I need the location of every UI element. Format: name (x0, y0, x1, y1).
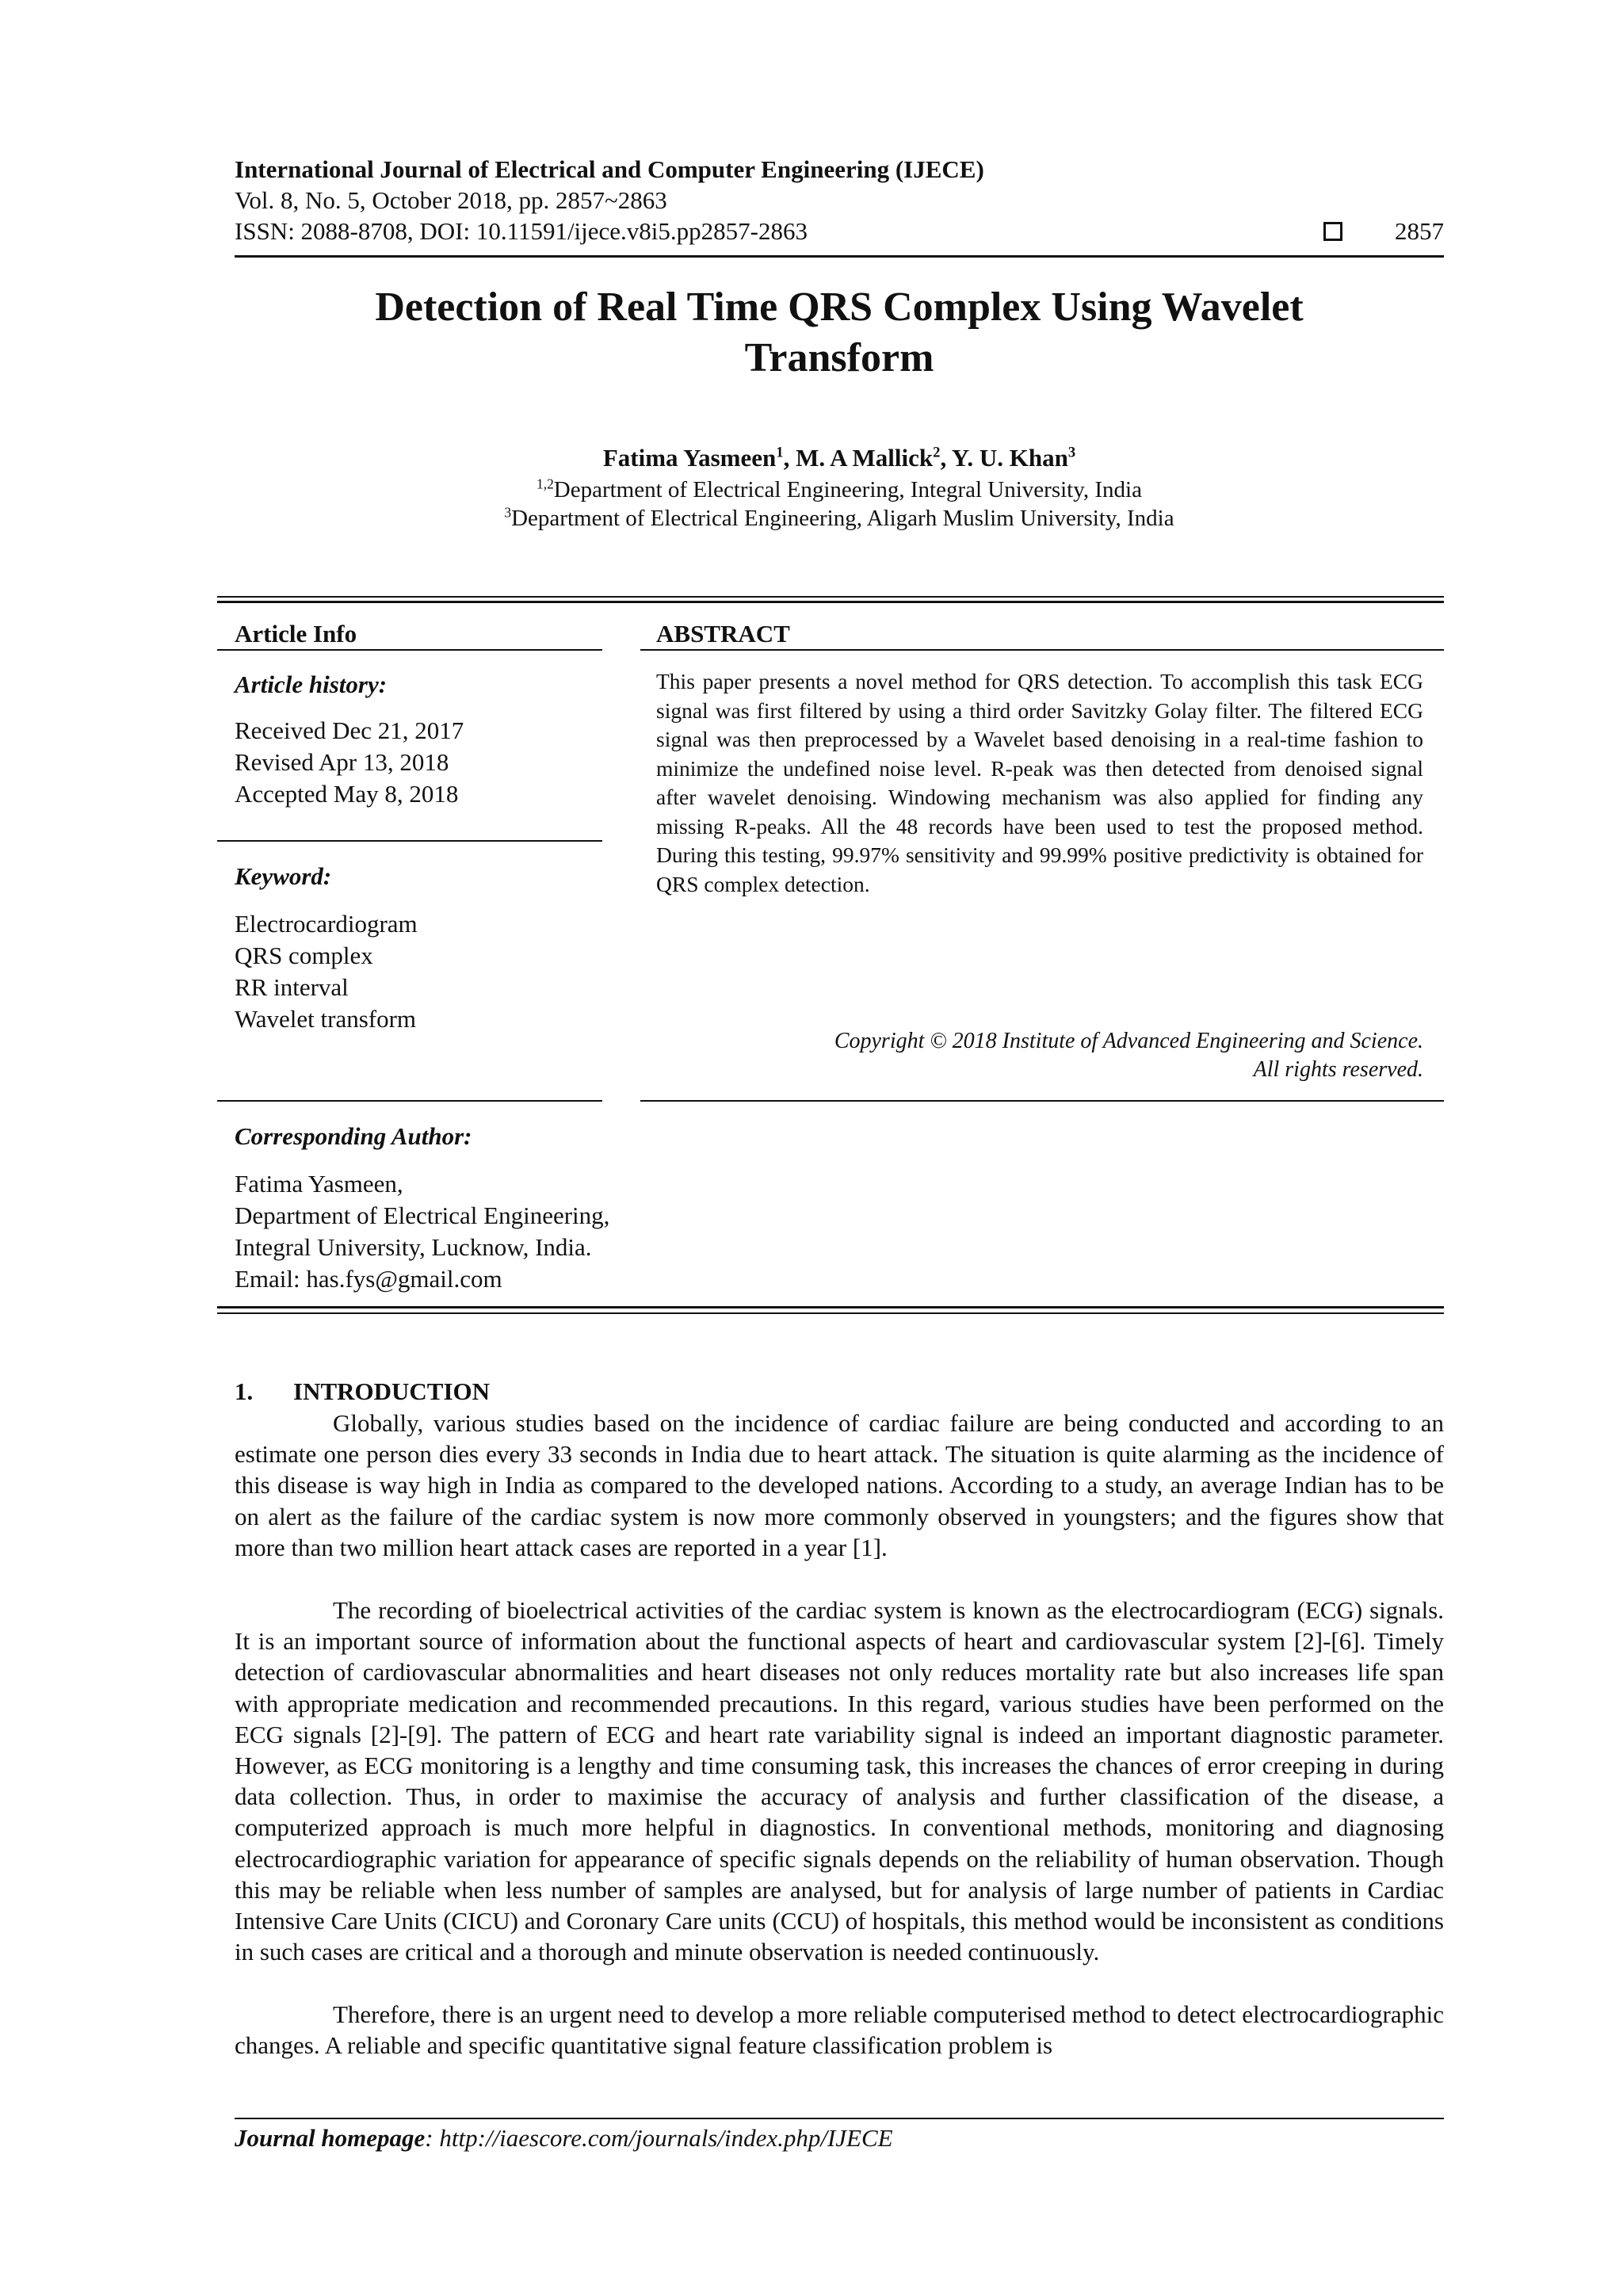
history-rule (217, 840, 602, 842)
info-block-bottom-rule (217, 1306, 1444, 1308)
author-sep: , (783, 444, 796, 472)
page-number: 2857 (1395, 217, 1444, 245)
affiliation-1 (235, 477, 1444, 503)
issn-doi: ISSN: 2088-8708, DOI: 10.11591/ijece.v8i5.pp2857-2863 (235, 217, 808, 245)
affiliation-1-marker: 1,2 (537, 476, 554, 492)
affiliation-1-text: Department of Electrical Engineering, Integral University, India (553, 477, 1142, 502)
journal-homepage (235, 2124, 893, 2153)
title-line-2: Transform (744, 335, 934, 380)
author-list (235, 444, 1444, 472)
author-2-affil: 2 (933, 444, 941, 461)
keyword-item: Wavelet transform (235, 1005, 417, 1033)
keyword-rule (217, 1100, 602, 1102)
article-info-heading: Article Info (235, 620, 357, 648)
author-3-affil: 3 (1067, 444, 1076, 461)
info-block-top-rule (217, 601, 1444, 603)
info-block-bottom-rule (217, 1312, 1444, 1314)
paragraph-text: Globally, various studies based on the incidence of cardiac failure are being conducted and according to an estimate one person dies every 33 seconds in India due to heart attack. The situation is quite alarming as the incidence of this disease is way high in India as compared to the developed nations. According to a study, an average Indian has to be on alert as the failure of the cardiac system is now more commonly observed in youngsters; and the figures show that more than two million heart attack cases are reported in a year [1]. (235, 1409, 1444, 1561)
section-number: 1. (235, 1377, 254, 1405)
article-info-rule (217, 649, 602, 651)
author-1: Fatima Yasmeen (602, 444, 777, 472)
volume-info: Vol. 8, No. 5, October 2018, pp. 2857~2863 (235, 186, 667, 214)
affiliation-2 (235, 506, 1444, 532)
corresponding-name: Fatima Yasmeen, (235, 1170, 403, 1198)
keyword-item: QRS complex (235, 942, 373, 969)
affiliation-2-text: Department of Electrical Engineering, Aligarh Muslim University, India (511, 506, 1174, 531)
paragraph-text: Therefore, there is an urgent need to develop a more reliable computerised method to detect electrocardiographic changes. A reliable and specific quantitative signal feature classification problem is (235, 2000, 1444, 2060)
homepage-colon: : (425, 2124, 440, 2152)
copyright-line-2: All rights reserved. (1253, 1057, 1423, 1082)
accepted-date: Accepted May 8, 2018 (235, 780, 459, 808)
corresponding-author-heading: Corresponding Author: (235, 1122, 472, 1150)
corresponding-email: Email: has.fys@gmail.com (235, 1265, 502, 1293)
abstract-heading: ABSTRACT (656, 620, 790, 648)
intro-paragraph-3 (235, 1999, 1444, 2061)
abstract-rule (640, 649, 1444, 651)
affiliation-2-marker: 3 (504, 504, 512, 521)
homepage-url[interactable]: http://iaescore.com/journals/index.php/IJECE (439, 2124, 893, 2152)
square-box-icon (1323, 222, 1342, 241)
keyword-heading: Keyword: (235, 862, 332, 890)
keyword-item: RR interval (235, 973, 349, 1001)
author-2: M. A Mallick (796, 444, 934, 472)
info-block-top-rule (217, 596, 1444, 598)
article-history-heading: Article history: (235, 670, 388, 698)
corresponding-univ: Integral University, Lucknow, India. (235, 1233, 592, 1261)
journal-name: International Journal of Electrical and Computer Engineering (IJECE) (235, 155, 984, 183)
footer-rule (235, 2118, 1444, 2119)
copyright-notice (656, 1027, 1423, 1084)
abstract-body: This paper presents a novel method for QRS detection. To accomplish this task ECG signal was first filtered by using a third order Savitzky Golay filter. The filtered ECG signal was then preprocessed by a Wavelet based denoising in a real-time fashion to minimize the undefined noise level. R-peak was then detected from denoised signal after wavelet denoising. Windowing mechanism was also applied for finding any missing R-peaks. All the 48 records have been used to test the proposed method. During this testing, 99.97% sensitivity and 99.99% positive predictivity is obtained for QRS complex detection. (656, 669, 1423, 896)
copyright-line-1: Copyright © 2018 Institute of Advanced Engineering and Science. (834, 1029, 1423, 1053)
title-line-1: Detection of Real Time QRS Complex Using Wavelet (375, 285, 1304, 330)
keyword-item: Electrocardiogram (235, 910, 418, 938)
intro-paragraph-2 (235, 1595, 1444, 1967)
section-heading-introduction (235, 1377, 490, 1406)
paragraph-text: The recording of bioelectrical activities of the cardiac system is known as the electrocardiogram (ECG) signals. It is an important source of information about the functional aspects of heart and cardiovascular system [2]-[6]. Timely detection of cardiovascular abnormalities and heart diseases not only reduces mortality rate but also increases life span with appropriate medication and recommended precautions. In this regard, various studies have been performed on the ECG signals [2]-[9]. The pattern of ECG and heart rate variability signal is indeed an important diagnostic parameter. However, as ECG monitoring is a lengthy and time consuming task, this increases the chances of error creeping in during data collection. Thus, in order to maximise the accuracy of analysis and further classification of the disease, a computerized approach is much more helpful in diagnostics. In conventional methods, monitoring and diagnosing electrocardiographic variation for appearance of specific signals depends on the reliability of human observation. Though this may be reliable when less number of samples are analysed, but for analysis of large number of patients in Cardiac Intensive Care Units (CICU) and Coronary Care units (CCU) of hospitals, this method would be inconsistent as conditions in such cases are critical and a thorough and minute observation is needed continuously. (235, 1596, 1444, 1966)
revised-date: Revised Apr 13, 2018 (235, 748, 449, 776)
abstract-bottom-rule (640, 1100, 1444, 1102)
author-3: Y. U. Khan (951, 444, 1068, 472)
received-date: Received Dec 21, 2017 (235, 716, 464, 744)
section-title: INTRODUCTION (293, 1377, 491, 1405)
header-divider (235, 255, 1444, 258)
corresponding-dept: Department of Electrical Engineering, (235, 1201, 610, 1229)
author-1-affil: 1 (776, 444, 784, 461)
author-sep: , (940, 444, 952, 472)
homepage-label: Journal homepage (235, 2124, 426, 2152)
intro-paragraph-1 (235, 1408, 1444, 1563)
paper-title (235, 282, 1444, 384)
